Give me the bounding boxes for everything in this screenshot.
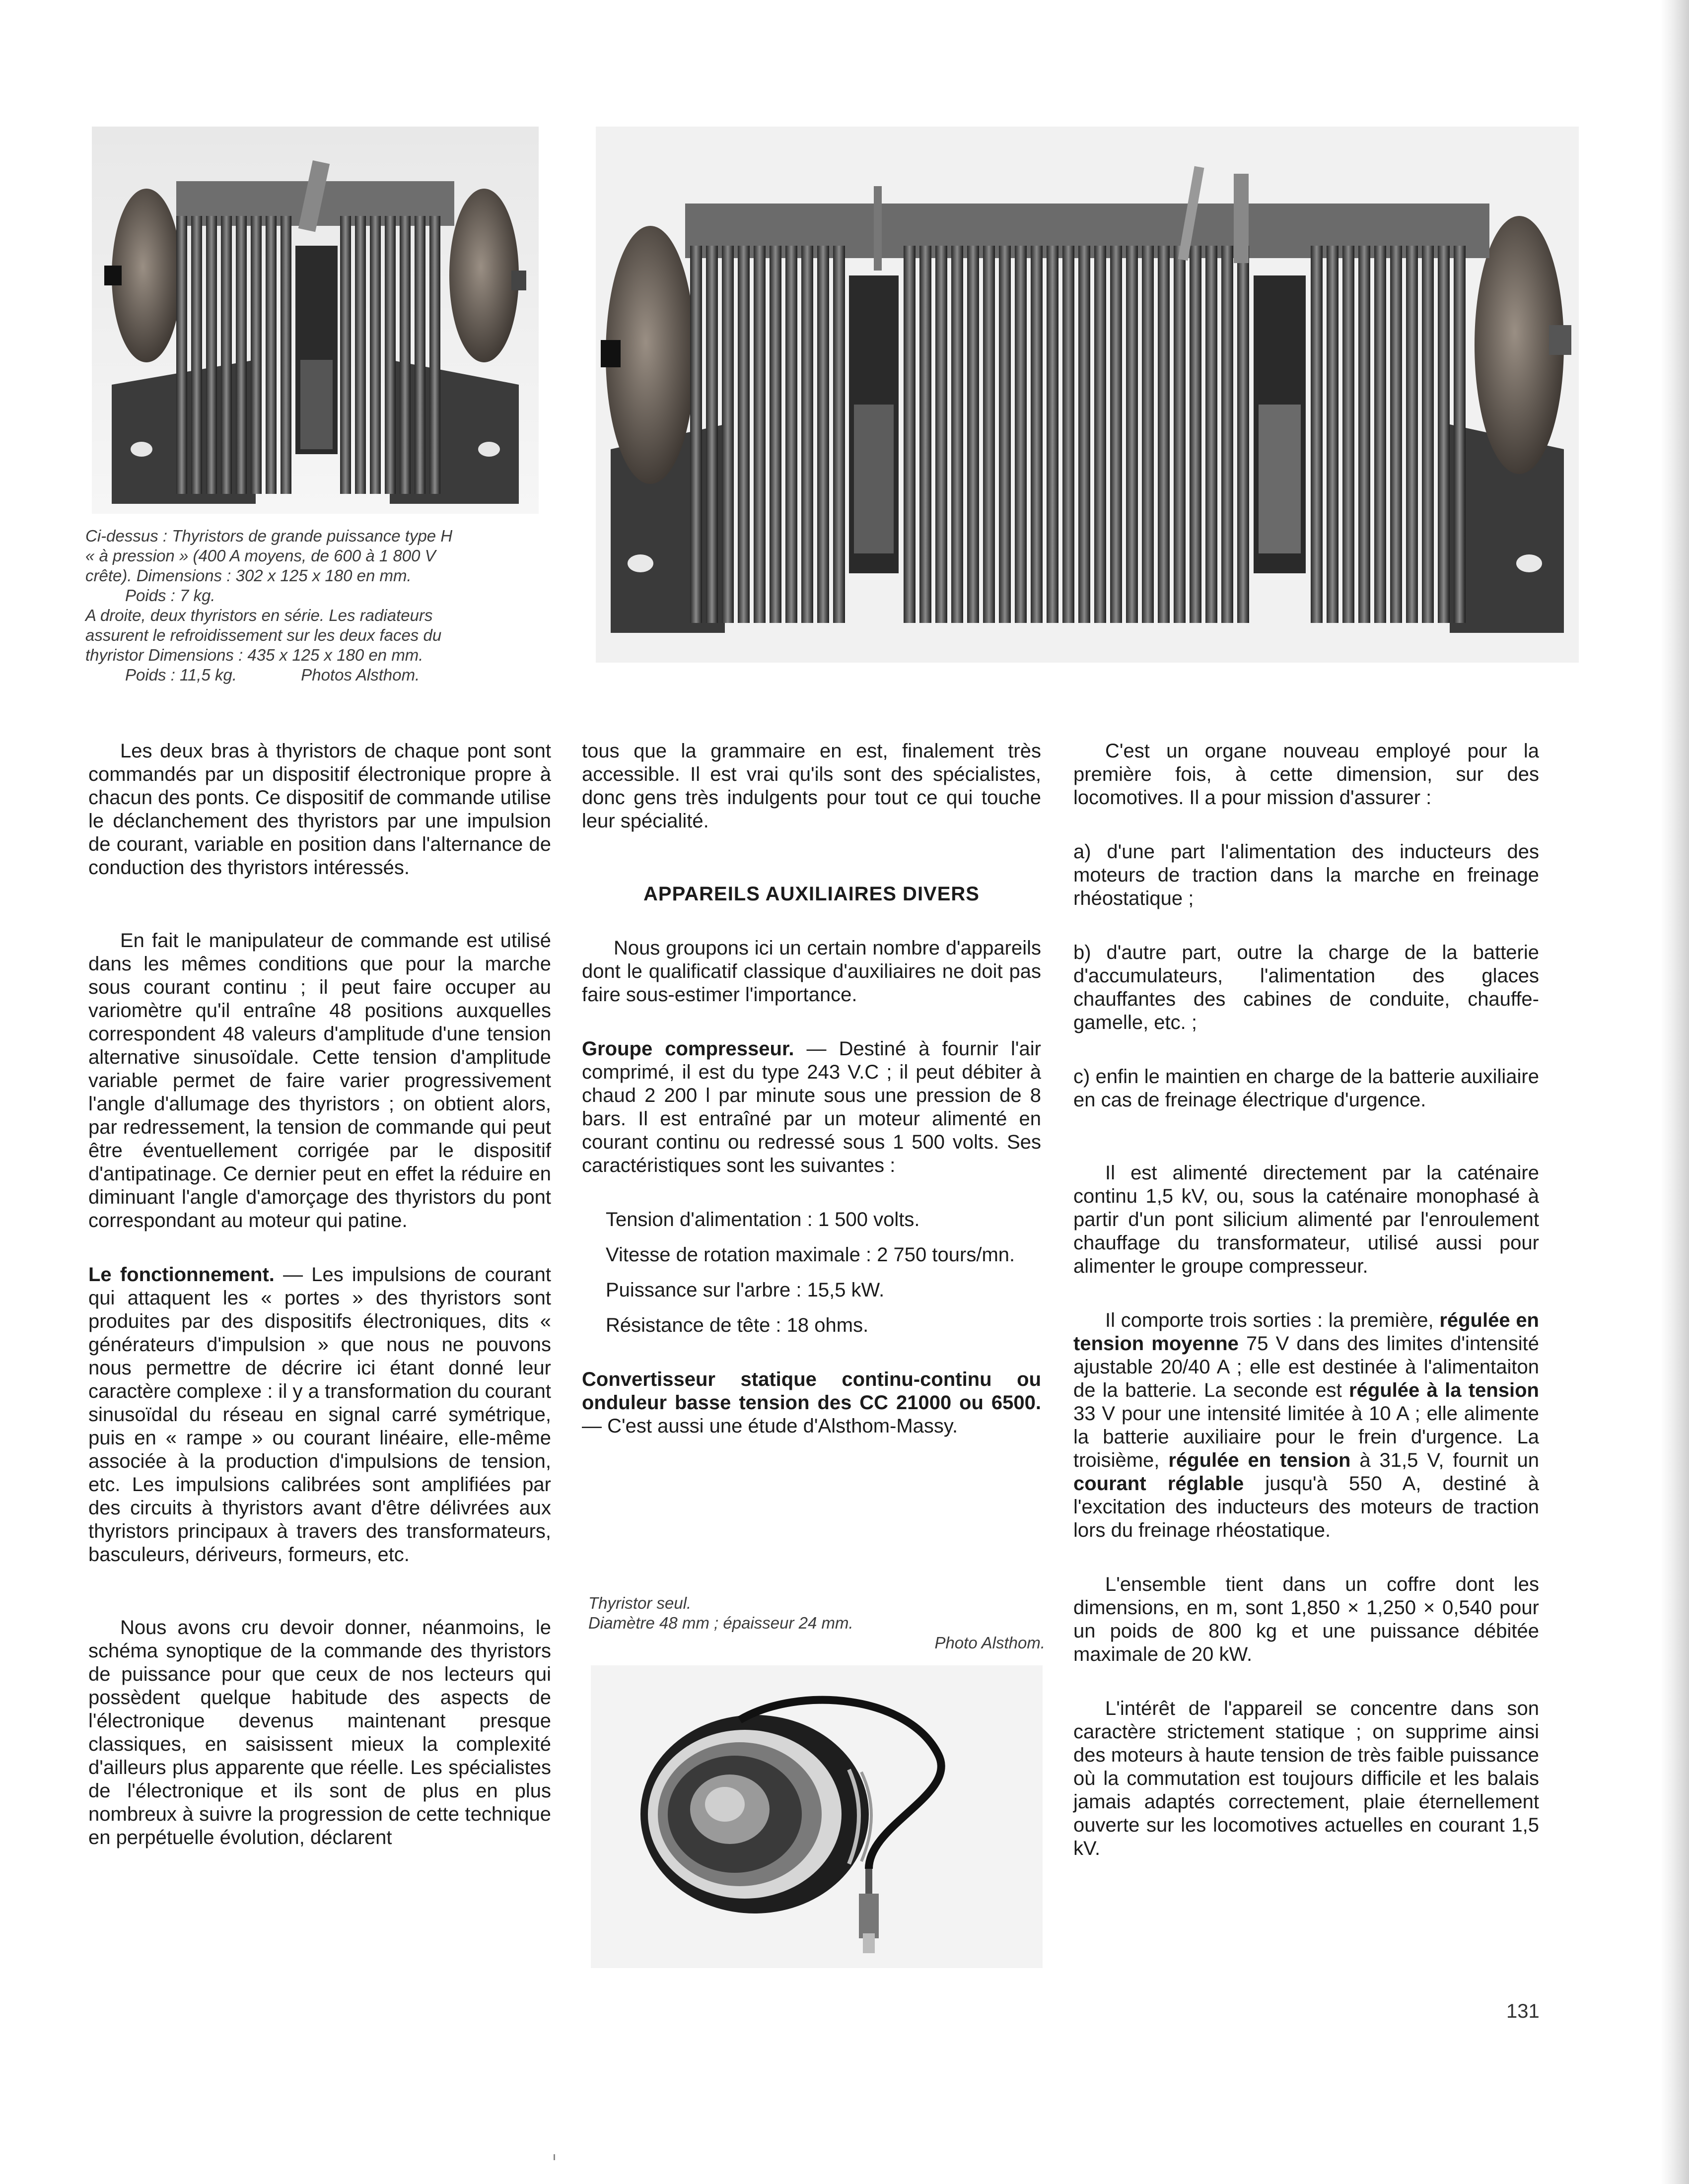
photo-caption-thyristors <box>85 526 547 685</box>
paragraph: Nous avons cru devoir donner, néanmoins, le schéma synoptique de la commande des thyristors de puissance pour que ceux de nos lecteurs qui possèdent quelque habitude des aspects de l'électronique devenus maintenant presque classiques, en saisissent mieux la complexité d'ailleurs plus apparente que réelle. Les spécialistes de l'électronique et ils sont de plus en plus nombreux à suivre la progression de cette technique en perpétuelle évolution, déclarent <box>88 1617 551 1848</box>
paragraph: L'ensemble tient dans un coffre dont les dimensions, en m, sont 1,850 × 1,250 × 0,540 pour un poids de 800 kg et une puissance débitée maximale de 20 kW. <box>1073 1573 1539 1665</box>
paragraph <box>1073 1309 1539 1542</box>
spec-item: Vitesse de rotation maximale : 2 750 tours/mn. <box>606 1244 1015 1266</box>
paragraph: Nous groupons ici un certain nombre d'appareils dont le qualificatif classique d'auxiliaires ne doit pas faire sous-estimer l'importance. <box>582 937 1041 1006</box>
paragraph: En fait le manipulateur de commande est utilisé dans les mêmes conditions que pour la marche sous courant continu ; il peut faire occuper au variomètre qu'il entraîne 48 positions auxquelles correspondent 48 valeurs d'amplitude d'une tension alternative sinusoïdale. Cette tension d'amplitude variable permet de faire varier progressivement l'angle d'allumage des thyristors ; on obtient alors, par redressement, la tension de commande qui peut être éventuellement corrigée par le dispositif d'antipatinage. Ce dernier peut en effet la réduire en diminuant l'angle d'amorçage des thyristors du pont correspondant au moteur qui patine. <box>88 930 551 1231</box>
caption-line: Ci-dessus : Thyristors de grande puissance type H <box>85 527 453 545</box>
paragraph: tous que la grammaire en est, finalement très accessible. Il est vrai qu'ils sont des spécialistes, donc gens très indulgents pour tout ce qui touche leur spécialité. <box>582 740 1041 832</box>
spec-list <box>582 1208 1041 1337</box>
run-in-heading: Groupe compresseur. <box>582 1038 794 1060</box>
list-item: a) d'une part l'alimentation des inducteurs des moteurs de traction dans la marche en freinage rhéostatique ; <box>1073 841 1539 909</box>
paragraph-text: à 31,5 V, fournit un <box>1350 1449 1539 1471</box>
list-item: c) enfin le maintien en charge de la batterie auxiliaire en cas de freinage électrique d'urgence. <box>1073 1066 1539 1111</box>
paragraph <box>582 1368 1041 1438</box>
page-number: 131 <box>1506 2000 1540 2022</box>
paragraph-text: — C'est aussi une étude d'Alsthom-Massy. <box>582 1415 958 1437</box>
photo-single-thyristor <box>591 1665 1043 1968</box>
paragraph-text: Il comporte trois sorties : la première, <box>1105 1309 1440 1331</box>
page-mark <box>554 2154 555 2160</box>
paragraph-text: jusqu'à 550 A, destiné à l'excitation des inducteurs des moteurs de traction lors du freinage rhéostatique. <box>1073 1473 1539 1541</box>
paragraph-text: — Destiné à fournir l'air comprimé, il est du type 243 V.C ; il peut débiter à chaud 2 200 l par minute sous une pression de 8 bars. Il est entraîné par un moteur alimenté en courant continu ou redressé sous 1 500 volts. Ses caractéristiques sont les suivantes : <box>582 1038 1041 1176</box>
run-in-heading: Le fonctionnement. <box>88 1264 275 1286</box>
paragraph-text: 33 V pour une intensité limitée à 10 A ; elle alimente la batterie auxiliaire pour le frein d'urgence. La troisième, <box>1073 1403 1539 1471</box>
caption-line: Poids : 7 kg. <box>125 586 215 605</box>
page-edge-shadow <box>1661 0 1689 2184</box>
caption-line: crête). Dimensions : 302 x 125 x 180 en mm. <box>85 566 412 585</box>
photo-caption-single-thyristor <box>588 1593 1045 1653</box>
caption-line <box>85 665 547 685</box>
paragraph-text: 75 V dans des limites d'intensité ajustable 20/40 A ; elle est destinée à l'alimentaiton de la batterie. La seconde est <box>1073 1333 1539 1401</box>
article-column-3 <box>1073 740 1539 1860</box>
caption-line: A droite, deux thyristors en série. Les radiateurs <box>85 606 433 624</box>
caption-line: Diamètre 48 mm ; épaisseur 24 mm. <box>588 1614 853 1632</box>
section-heading: APPAREILS AUXILIAIRES DIVERS <box>643 883 980 905</box>
spec-item: Puissance sur l'arbre : 15,5 kW. <box>606 1279 885 1301</box>
caption-weight: Poids : 11,5 kg. <box>125 666 237 684</box>
article-column-2 <box>582 740 1041 1438</box>
spec-item: Résistance de tête : 18 ohms. <box>606 1314 869 1336</box>
caption-line: thyristor Dimensions : 435 x 125 x 180 en mm. <box>85 646 423 664</box>
paragraph: Il est alimenté directement par la caténaire continu 1,5 kV, ou, sous la caténaire monophasé à partir d'un pont silicium alimenté par l'enroulement chauffage du transformateur, utilisé aussi pour alimenter le groupe compresseur. <box>1073 1162 1539 1277</box>
list-item: b) d'autre part, outre la charge de la batterie d'accumulateurs, l'alimentation des glaces chauffantes des cabines de conduite, chauffe-gamelle, etc. ; <box>1073 942 1539 1033</box>
paragraph: L'intérêt de l'appareil se concentre dans son caractère strictement statique ; on supprime ainsi des moteurs à haute tension de très faible puissance où la commutation est toujours difficile et les balais jamais adaptés correctement, plaie éternellement ouverte sur les locomotives actuelles en courant 1,5 kV. <box>1073 1698 1539 1859</box>
spec-item: Tension d'alimentation : 1 500 volts. <box>606 1209 920 1230</box>
caption-line: « à pression » (400 A moyens, de 600 à 1 800 V <box>85 546 436 565</box>
paragraph <box>88 1263 551 1567</box>
emphasis: régulée en tension moyenne <box>1073 1309 1539 1355</box>
photo-thyristor-type-h <box>92 127 539 514</box>
photo-credit: Photos Alsthom. <box>301 666 420 684</box>
paragraph: Les deux bras à thyristors de chaque pont sont commandés par un dispositif électronique propre à chacun des ponts. Ce dispositif de commande utilise le déclanchement des thyristors par une impulsion de courant, variable en position dans l'alternance de conduction des thyristors intéressés. <box>88 740 551 879</box>
run-in-heading: Convertisseur statique continu-continu ou onduleur basse tension des CC 21000 ou 6500. <box>582 1368 1041 1414</box>
photo-credit: Photo Alsthom. <box>934 1634 1045 1652</box>
article-column-1 <box>88 740 551 1849</box>
paragraph-text: — Les impulsions de courant qui attaquent les « portes » des thyristors sont produites par des dispositifs électroniques, dits « générateurs d'impulsion » que nous ne pouvons nous permettre de décrire ici étant donné leur caractère complexe : il y a transformation du courant sinusoïdal du réseau en signal carré symétrique, puis en « rampe » ou courant linéaire, elle-même associée à la production d'impulsions de tension, etc. Les impulsions calibrées sont amplifiées par des circuits à thyristors avant d'être délivrées aux thyristors principaux à travers des transformateurs, basculeurs, dériveurs, formeurs, etc. <box>88 1264 551 1566</box>
paragraph: C'est un organe nouveau employé pour la première fois, à cette dimension, sur des locomotives. Il a pour mission d'assurer : <box>1073 740 1539 809</box>
photo-two-thyristors-in-series <box>596 127 1579 663</box>
emphasis: courant réglable <box>1073 1473 1244 1495</box>
emphasis: régulée à la tension <box>1349 1379 1539 1401</box>
paragraph <box>582 1037 1041 1177</box>
caption-line: Thyristor seul. <box>588 1594 692 1612</box>
emphasis: régulée en tension <box>1168 1449 1351 1471</box>
caption-line: assurent le refroidissement sur les deux faces du <box>85 626 442 644</box>
